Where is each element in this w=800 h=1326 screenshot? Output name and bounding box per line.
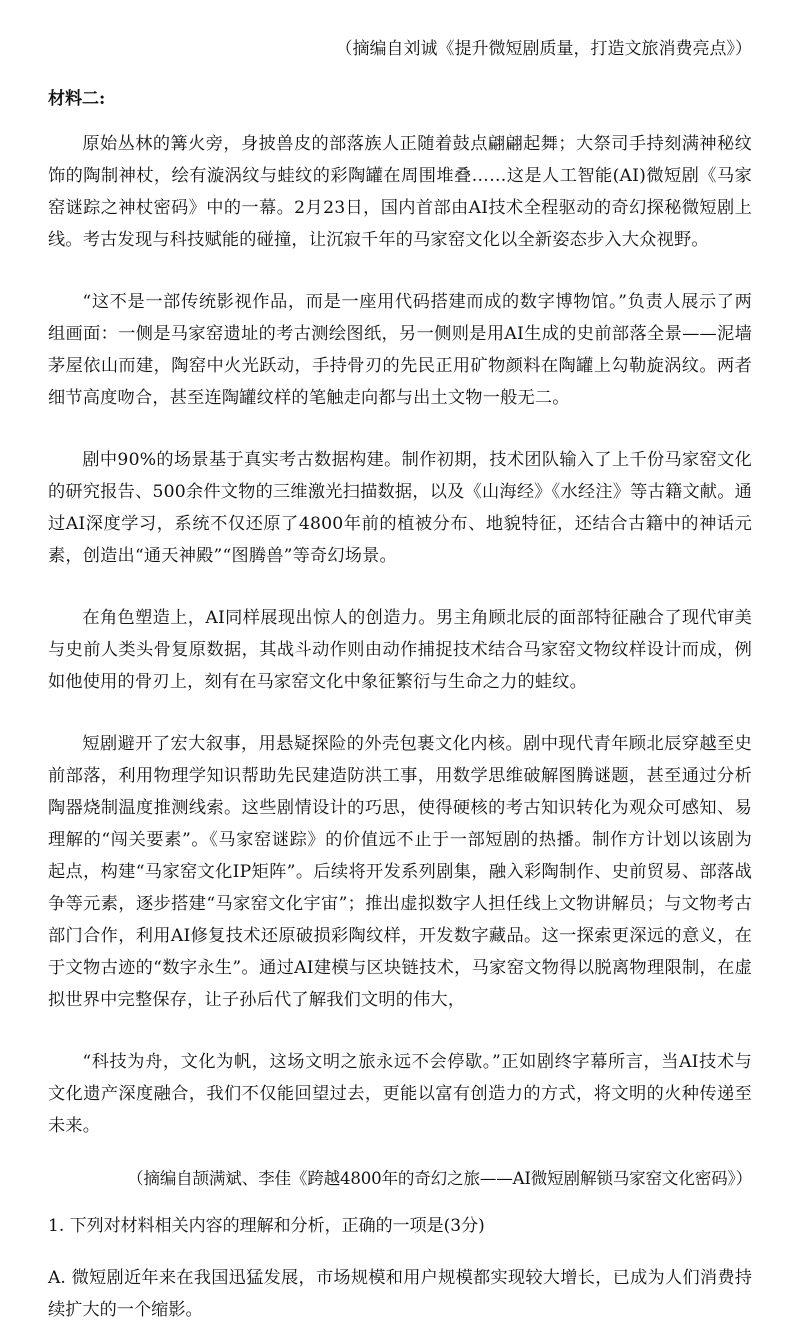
question-stem: 1. 下列对材料相关内容的理解和分析，正确的一项是(3分) xyxy=(48,1216,485,1236)
paragraph: “科技为舟，文化为帆，这场文明之旅永远不会停歇。”正如剧终字幕所言，当AI技术与文化遗产深度融合，我们不仅能回望过去，更能以富有创造力的方式，将文明的火种传递至未来。 xyxy=(48,1052,752,1136)
answer-option-a: A. 微短剧近年来在我国迅猛发展，市场规模和用户规模都实现较大增长，已成为人们消费持续扩大的一个缩影。 xyxy=(48,1268,752,1320)
paragraph: “这不是一部传统影视作品，而是一座用代码搭建而成的数字博物馆。”负责人展示了两组画面：一侧是马家窑遗址的考古测绘图纸，另一侧则是用AI生成的史前部落全景——泥墙茅屋依山而建，陶窑中火光跃动，手持骨刃的先民正用矿物颜料在陶罐上勾勒旋涡纹。两者细节高度吻合，甚至连陶罐纹样的笔触走向都与出土文物一般无二。 xyxy=(48,292,752,408)
section-title: 材料二: xyxy=(48,89,106,109)
source-citation-top: （摘编自刘诚《提升微短剧质量，打造文旅消费亮点》） xyxy=(335,39,752,59)
paragraph: 剧中90%的场景基于真实考古数据构建。制作初期，技术团队输入了上千份马家窑文化的研究报告、500余件文物的三维激光扫描数据，以及《山海经》《水经注》等古籍文献。通过AI深度学习，系统不仅还原了4800年前的植被分布、地貌特征，还结合古籍中的神话元素，创造出“通天神殿”“图腾兽”等奇幻场景。 xyxy=(48,450,752,566)
source-citation-bottom: （摘编自颉满斌、李佳《跨越4800年的奇幻之旅——AI微短剧解锁马家窑文化密码》） xyxy=(126,1169,752,1188)
paragraph: 原始丛林的篝火旁，身披兽皮的部落族人正随着鼓点翩翩起舞；大祭司手持刻满神秘纹饰的陶制神杖，绘有漩涡纹与蛙纹的彩陶罐在周围堆叠……这是人工智能(AI)微短剧《马家窑谜踪之神杖密码》中的一幕。2月23日，国内首部由AI技术全程驱动的奇幻探秘微短剧上线。考古发现与科技赋能的碰撞，让沉寂千年的马家窑文化以全新姿态步入大众视野。 xyxy=(48,134,752,250)
paragraph: 在角色塑造上，AI同样展现出惊人的创造力。男主角顾北辰的面部特征融合了现代审美与史前人类头骨复原数据，其战斗动作则由动作捕捉技术结合马家窑文物纹样设计而成，例如他使用的骨刃上，刻有在马家窑文化中象征繁衍与生命之力的蛙纹。 xyxy=(48,608,752,692)
paragraph: 短剧避开了宏大叙事，用悬疑探险的外壳包裹文化内核。剧中现代青年顾北辰穿越至史前部落，利用物理学知识帮助先民建造防洪工事，用数学思维破解图腾谜题，甚至通过分析陶器烧制温度推测线索。这些剧情设计的巧思，使得硬核的考古知识转化为观众可感知、易理解的“闯关要素”。《马家窑谜踪》的价值远不止于一部短剧的热播。制作方计划以该剧为起点，构建“马家窑文化IP矩阵”。后续将开发系列剧集，融入彩陶制作、史前贸易、部落战争等元素，逐步搭建“马家窑文化宇宙”；推出虚拟数字人担任线上文物讲解员；与文物考古部门合作，利用AI修复技术还原破损彩陶纹样，开发数字藏品。这一探索更深远的意义，在于文物古迹的“数字永生”。通过AI建模与区块链技术，马家窑文物得以脱离物理限制，在虚拟世界中完整保存，让子孙后代了解我们文明的伟大， xyxy=(48,734,752,1010)
